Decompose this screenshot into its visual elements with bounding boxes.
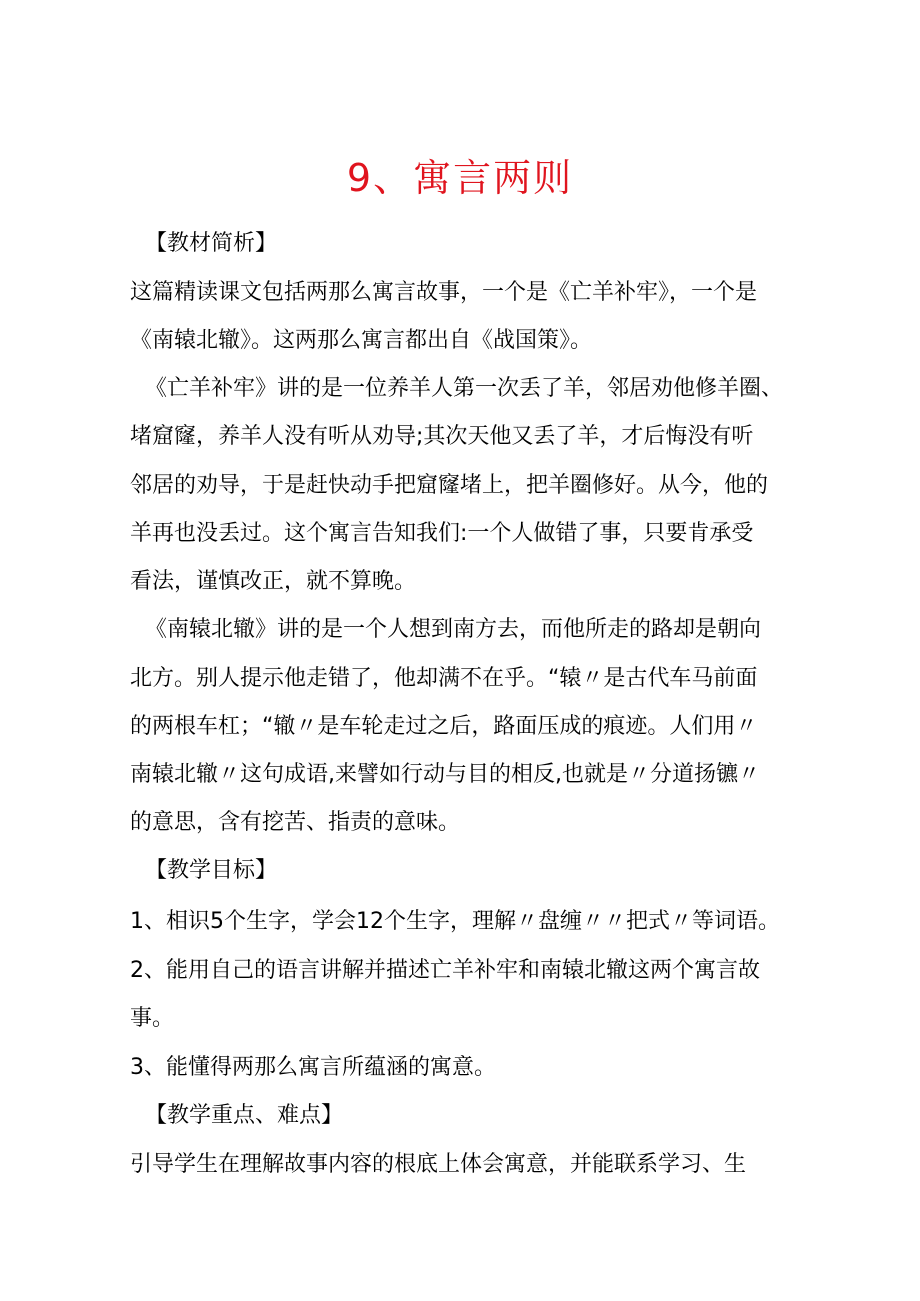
paragraph-line: 《南辕北辙》。这两那么寓言都出自《战国策》。 bbox=[130, 328, 593, 353]
paragraph-line: 的两根车杠；“辙〃是车轮走过之后，路面压成的痕迹。人们用〃 bbox=[130, 714, 758, 739]
section-heading-analysis: 【教材简析】 bbox=[145, 231, 278, 256]
paragraph-line: 引导学生在理解故事内容的根底上体会寓意，并能联系学习、生 bbox=[130, 1152, 747, 1177]
paragraph-line: 这篇精读课文包括两那么寓言故事，一个是《亡羊补牢》，一个是 bbox=[130, 280, 758, 305]
paragraph-line: 看法，谨慎改正，就不算晚。 bbox=[130, 569, 417, 594]
paragraph-line: 堵窟窿，养羊人没有听从劝导;其次天他又丢了羊，才后悔没有听 bbox=[130, 424, 754, 449]
goal-item-continued: 事。 bbox=[130, 1006, 175, 1031]
paragraph-line: 《亡羊补牢》讲的是一位养羊人第一次丢了羊，邻居劝他修羊圈、 bbox=[145, 376, 784, 401]
paragraph-line: 《南辕北辙》讲的是一个人想到南方去，而他所走的路却是朝向 bbox=[145, 617, 762, 642]
paragraph-line: 北方。别人提示他走错了，他却满不在乎。“辕〃是古代车马前面 bbox=[130, 666, 758, 691]
paragraph-line: 的意思，含有挖苦、指责的意味。 bbox=[130, 810, 461, 835]
section-heading-key-points: 【教学重点、难点】 bbox=[145, 1103, 344, 1128]
paragraph-line: 邻居的劝导，于是赶快动手把窟窿堵上，把羊圈修好。从今，他的 bbox=[130, 473, 769, 498]
paragraph-line: 南辕北辙〃这句成语,来譬如行动与目的相反,也就是〃分道扬镳〃 bbox=[130, 762, 760, 787]
paragraph-line: 羊再也没丢过。这个寓言告知我们:一个人做错了事，只要肯承受 bbox=[130, 521, 754, 546]
goal-item: 2、能用自己的语言讲解并描述亡羊补牢和南辕北辙这两个寓言故 bbox=[130, 958, 760, 983]
section-heading-goals: 【教学目标】 bbox=[145, 858, 278, 883]
goal-item: 3、能懂得两那么寓言所蕴涵的寓意。 bbox=[130, 1055, 496, 1080]
document-title: 9、寓言两则 bbox=[346, 156, 574, 200]
goal-item: 1、相识5个生字，学会12个生字，理解〃盘缠〃〃把式〃等词语。 bbox=[130, 909, 780, 934]
